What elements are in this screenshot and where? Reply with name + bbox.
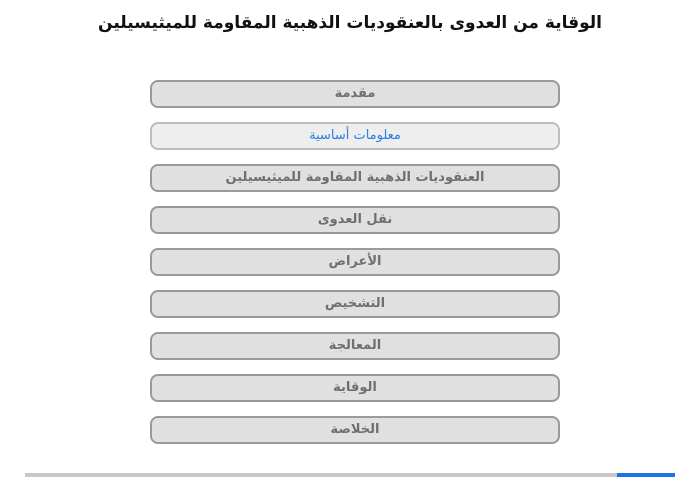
menu-item-summary[interactable]: الخلاصة — [150, 416, 560, 444]
menu-item-transmission[interactable]: نقل العدوى — [150, 206, 560, 234]
menu-item-background[interactable]: معلومات أساسية — [150, 122, 560, 150]
menu-item-introduction[interactable]: مقدمة — [150, 80, 560, 108]
progress-bar-fill — [617, 473, 676, 477]
page-title: الوقاية من العدوى بالعنقوديات الذهبية المقاومة للميثيسيلين — [98, 13, 602, 33]
menu-item-diagnosis[interactable]: التشخيص — [150, 290, 560, 318]
chapter-menu — [150, 80, 560, 458]
menu-item-treatment[interactable]: المعالجة — [150, 332, 560, 360]
menu-item-prevention[interactable]: الوقاية — [150, 374, 560, 402]
progress-bar — [25, 473, 675, 477]
menu-item-mrsa[interactable]: العنقوديات الذهبية المقاومة للميثيسيلين — [150, 164, 560, 192]
menu-item-symptoms[interactable]: الأعراض — [150, 248, 560, 276]
